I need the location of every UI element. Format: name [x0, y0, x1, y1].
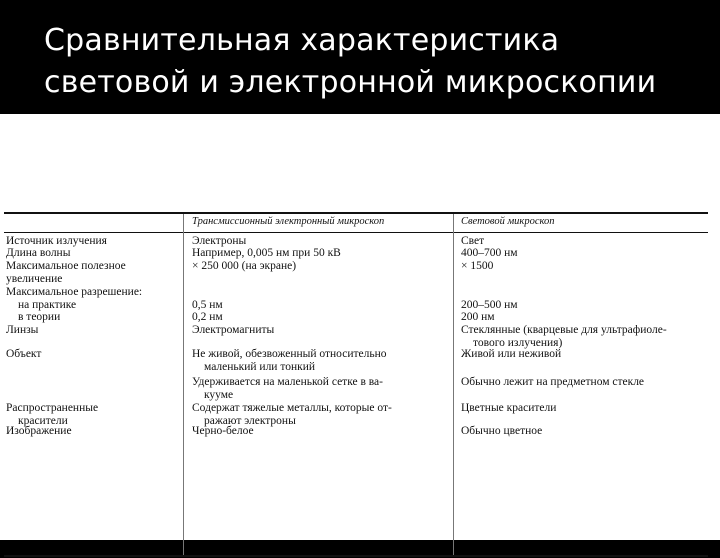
- table-cell-line: Максимальное полезное: [6, 260, 126, 272]
- table-cell-r6-c3: [461, 348, 561, 361]
- table-cell-line: × 250 000 (на экране): [192, 260, 297, 272]
- comparison-table: [4, 212, 708, 558]
- table-cell-line: красители: [18, 414, 68, 427]
- table-cell-line: маленький или тонкий: [204, 360, 316, 373]
- table-cell-r8-c1: [6, 402, 98, 427]
- table-cell-r3-c2: [192, 260, 296, 273]
- title-bar: [0, 0, 720, 114]
- table-cell-line: кууме: [204, 388, 234, 401]
- table-bottom-rule: [4, 555, 708, 557]
- table-cell-line: 200–500 нм: [461, 298, 518, 311]
- table-cell-line: Свет: [461, 235, 485, 247]
- slide-title: [44, 20, 704, 104]
- table-cell-line: Изображение: [6, 425, 72, 437]
- table-cell-line: Черно-белое: [192, 425, 254, 437]
- table-cell-line: Распространенные: [6, 402, 99, 414]
- table-cell-r8-c2: [192, 402, 392, 427]
- table-cell-r1-c3: [461, 235, 484, 248]
- table-cell-line: Живой или неживой: [461, 348, 562, 360]
- table-cell-line: 200 нм: [461, 311, 495, 324]
- table-cell-r5-c1: [6, 324, 38, 337]
- table-cell-r4-c3: [461, 286, 518, 324]
- table-cell-line: Не живой, обезвоженный относительно: [192, 348, 387, 360]
- table-cell-r7-c1: [6, 376, 9, 389]
- table-cell-r6-c1: [6, 348, 41, 361]
- table-cell-line: Объект: [6, 348, 42, 360]
- header-light-microscope: Световой микроскоп: [461, 216, 555, 227]
- table-cell-line: Электроны: [192, 235, 247, 247]
- table-cell-r2-c1: [6, 247, 70, 260]
- table-cell-line: Обычно цветное: [461, 425, 543, 437]
- table-cell-r1-c1: [6, 235, 107, 248]
- table-cell-line: увеличение: [6, 272, 63, 285]
- table-cell-line: 0,5 нм: [192, 298, 223, 311]
- table-cell-r9-c1: [6, 425, 72, 438]
- slide-title-line-1: Сравнительная характеристика: [44, 23, 560, 58]
- table-cell-r4-c1: [6, 286, 142, 324]
- table-top-rule: [4, 212, 708, 214]
- table-cell-r4-c2: [192, 286, 223, 324]
- slide-title-line-2: световой и электронной микроскопии: [44, 65, 657, 100]
- table-cell-line: на практике: [18, 298, 77, 311]
- table-cell-line: Максимальное разрешение:: [6, 286, 143, 298]
- table-cell-r9-c3: [461, 425, 542, 438]
- table-cell-line: 0,2 нм: [192, 311, 223, 324]
- table-cell-r9-c2: [192, 425, 254, 438]
- table-cell-line: Электромагниты: [192, 324, 275, 336]
- table-cell-line: [192, 286, 223, 299]
- table-cell-r3-c1: [6, 260, 126, 285]
- table-cell-line: Содержат тяжелые металлы, которые от-: [192, 402, 392, 414]
- column-divider-2: [453, 214, 454, 555]
- table-cell-line: ражают электроны: [204, 414, 296, 427]
- table-cell-line: Линзы: [6, 324, 39, 336]
- table-cell-line: Источник излучения: [6, 235, 107, 247]
- table-cell-line: [6, 376, 9, 389]
- table-cell-line: Обычно лежит на предметном стекле: [461, 376, 645, 388]
- table-cell-line: Удерживается на маленькой сетке в ва-: [192, 376, 383, 388]
- table-cell-line: [461, 286, 518, 299]
- table-cell-r1-c2: [192, 235, 246, 248]
- column-divider-1: [183, 214, 184, 555]
- table-cell-line: Длина волны: [6, 247, 71, 259]
- slide-content: [0, 114, 720, 540]
- table-cell-r5-c2: [192, 324, 274, 337]
- table-cell-line: × 1500: [461, 260, 494, 272]
- table-cell-r8-c3: [461, 402, 556, 415]
- header-electron-microscope: Трансмиссионный электронный микроскоп: [192, 216, 385, 227]
- table-cell-line: Цветные красители: [461, 402, 557, 414]
- table-cell-r2-c2: [192, 247, 341, 260]
- table-cell-r3-c3: [461, 260, 493, 273]
- table-cell-r2-c3: [461, 247, 518, 260]
- table-cell-line: 400–700 нм: [461, 247, 518, 259]
- table-cell-r5-c3: [461, 324, 667, 349]
- table-cell-r7-c2: [192, 376, 383, 401]
- table-cell-line: Стеклянные (кварцевые для ультрафиоле-: [461, 324, 667, 336]
- table-cell-line: Например, 0,005 нм при 50 кВ: [192, 247, 341, 259]
- table-cell-r6-c2: [192, 348, 387, 373]
- table-header-rule: [4, 232, 708, 233]
- table-cell-line: тового излучения): [473, 336, 563, 349]
- table-cell-r7-c3: [461, 376, 644, 389]
- table-cell-line: в теории: [18, 311, 61, 324]
